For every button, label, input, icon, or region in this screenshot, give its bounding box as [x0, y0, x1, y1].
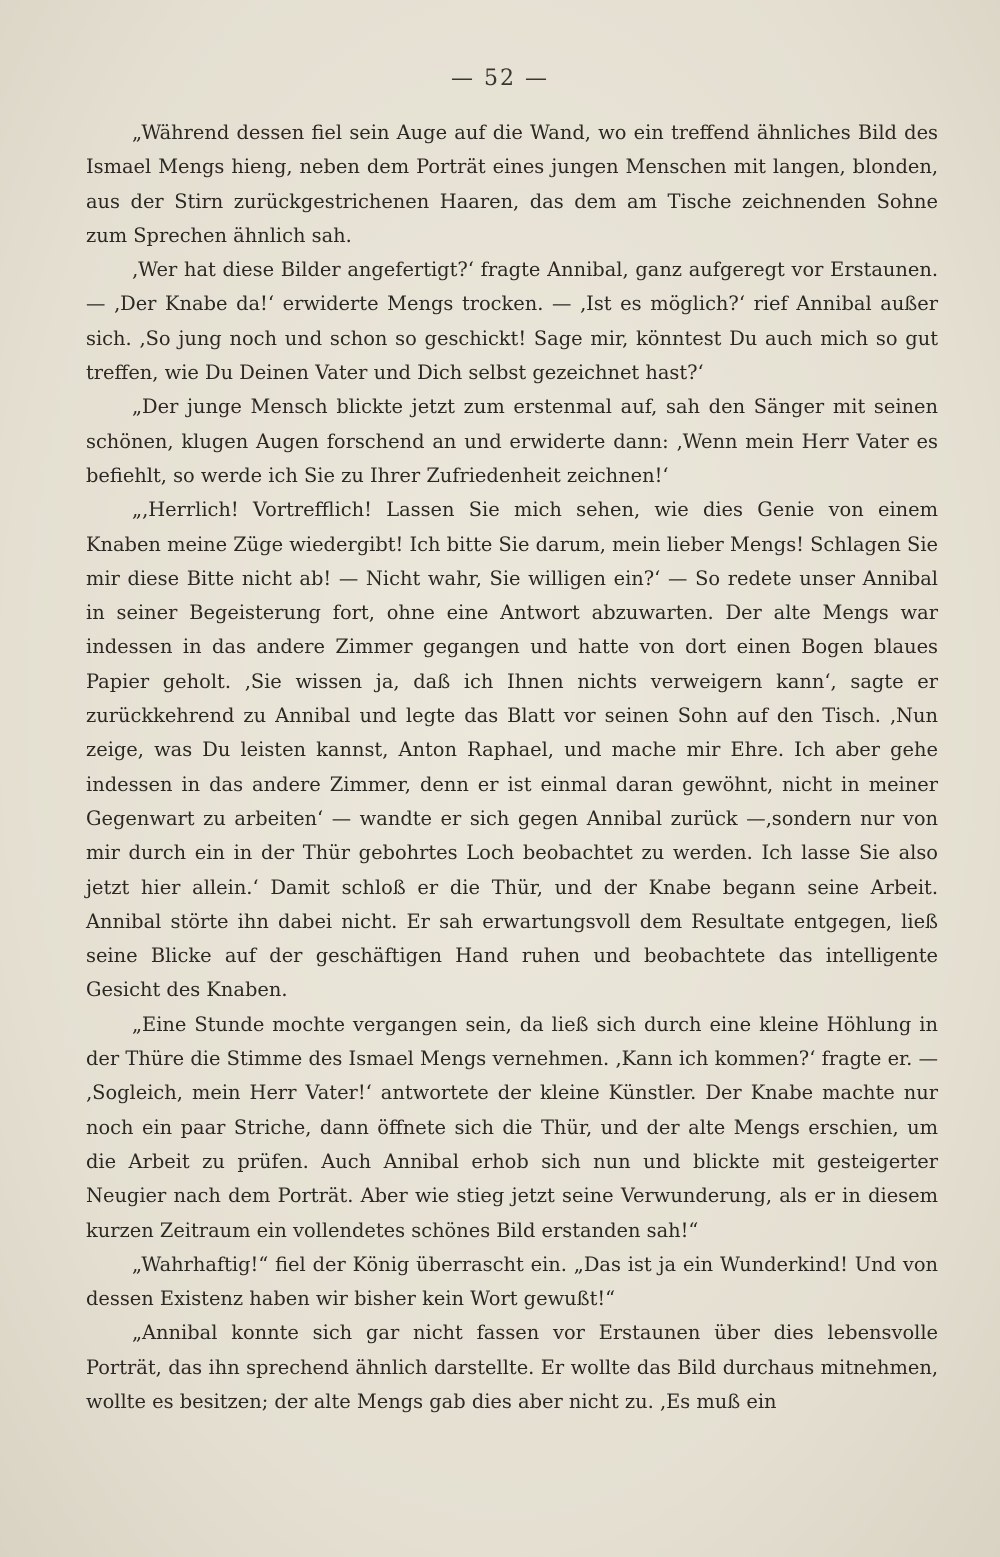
- paragraph-6: „Wahrhaftig!“ fiel der König überrascht ein. „Das ist ja ein Wunderkind! Und von dessen Existenz haben wir bisher kein Wort gewußt!“: [86, 1252, 938, 1311]
- page-number: — 52 —: [451, 66, 549, 91]
- paragraph-5: „Eine Stunde mochte vergangen sein, da ließ sich durch eine kleine Höhlung in der Thüre die Stimme des Ismael Mengs vernehmen. ‚Kann ich kommen?‘ fragte er. — ‚Sogleich, mein Herr Vater!‘ antwortete der kleine Künstler. Der Knabe machte nur noch ein paar Striche, dann öffnete sich die Thür, und der alte Mengs erschien, um die Arbeit zu prüfen. Auch Annibal erhob sich nun und blickte mit gesteigerter Neugier nach dem Porträt. Aber wie stieg jetzt seine Verwunderung, als er in diesem kurzen Zeitraum ein vollendetes schönes Bild erstanden sah!“: [86, 1012, 938, 1242]
- paragraph-2: ‚Wer hat diese Bilder angefertigt?‘ fragte Annibal, ganz aufgeregt vor Erstaunen. — ‚Der Knabe da!‘ erwiderte Mengs trocken. — ‚Ist es möglich?‘ rief Annibal außer sich. ‚So jung noch und schon so geschickt! Sage mir, könntest Du auch mich so gut treffen, wie Du Deinen Vater und Dich selbst gezeichnet hast?‘: [86, 258, 938, 385]
- paragraph-1: „Während dessen fiel sein Auge auf die Wand, wo ein treffend ähnliches Bild des Ismael Mengs hieng, neben dem Porträt eines jungen Menschen mit langen, blonden, aus der Stirn zurückgestrichenen Haaren, das dem am Tische zeichnenden Sohne zum Sprechen ähnlich sah.: [86, 121, 938, 247]
- paragraph-4: „‚Herrlich! Vortrefflich! Lassen Sie mich sehen, wie dies Genie von einem Knaben meine Züge wiedergibt! Ich bitte Sie darum, mein lieber Mengs! Schlagen Sie mir diese Bitte nicht ab! — Nicht wahr, Sie willigen ein?‘ — So redete unser Annibal in seiner Begeisterung fort, ohne eine Antwort abzuwarten. Der alte Mengs war indessen in das andere Zimmer gegangen und hatte von dort einen Bogen blaues Papier geholt. ‚Sie wissen ja, daß ich Ihnen nichts verweigern kann‘, sagte er zurückkehrend zu Annibal und legte das Blatt vor seinen Sohn auf den Tisch. ‚Nun zeige, was Du leisten kannst, Anton Raphael, und mache mir Ehre. Ich aber gehe indessen in das andere Zimmer, denn er ist einmal daran gewöhnt, nicht in meiner Gegenwart zu arbeiten‘ — wandte er sich gegen Annibal zurück —‚sondern nur von mir durch ein in der Thür gebohrtes Loch beobachtet zu werden. Ich lasse Sie also jetzt hier allein.‘ Damit schloß er die Thür, und der Knabe begann seine Arbeit. Annibal störte ihn dabei nicht. Er sah erwartungsvoll dem Resultate entgegen, ließ seine Blicke auf der geschäftigen Hand ruhen und beobachtete das intelligente Gesicht des Knaben.: [86, 498, 939, 1002]
- paragraph-7: „Annibal konnte sich gar nicht fassen vor Erstaunen über dies lebensvolle Porträt, das ihn sprechend ähnlich darstellte. Er wollte das Bild durchaus mitnehmen, wollte es besitzen; der alte Mengs gab dies aber nicht zu. ‚Es muß ein: [86, 1321, 938, 1413]
- paragraph-3: „Der junge Mensch blickte jetzt zum erstenmal auf, sah den Sänger mit seinen schönen, klugen Augen forschend an und erwiderte dann: ‚Wenn mein Herr Vater es befiehlt, so werde ich Sie zu Ihrer Zufriedenheit zeichnen!‘: [86, 395, 938, 487]
- body-text: [86, 116, 938, 1419]
